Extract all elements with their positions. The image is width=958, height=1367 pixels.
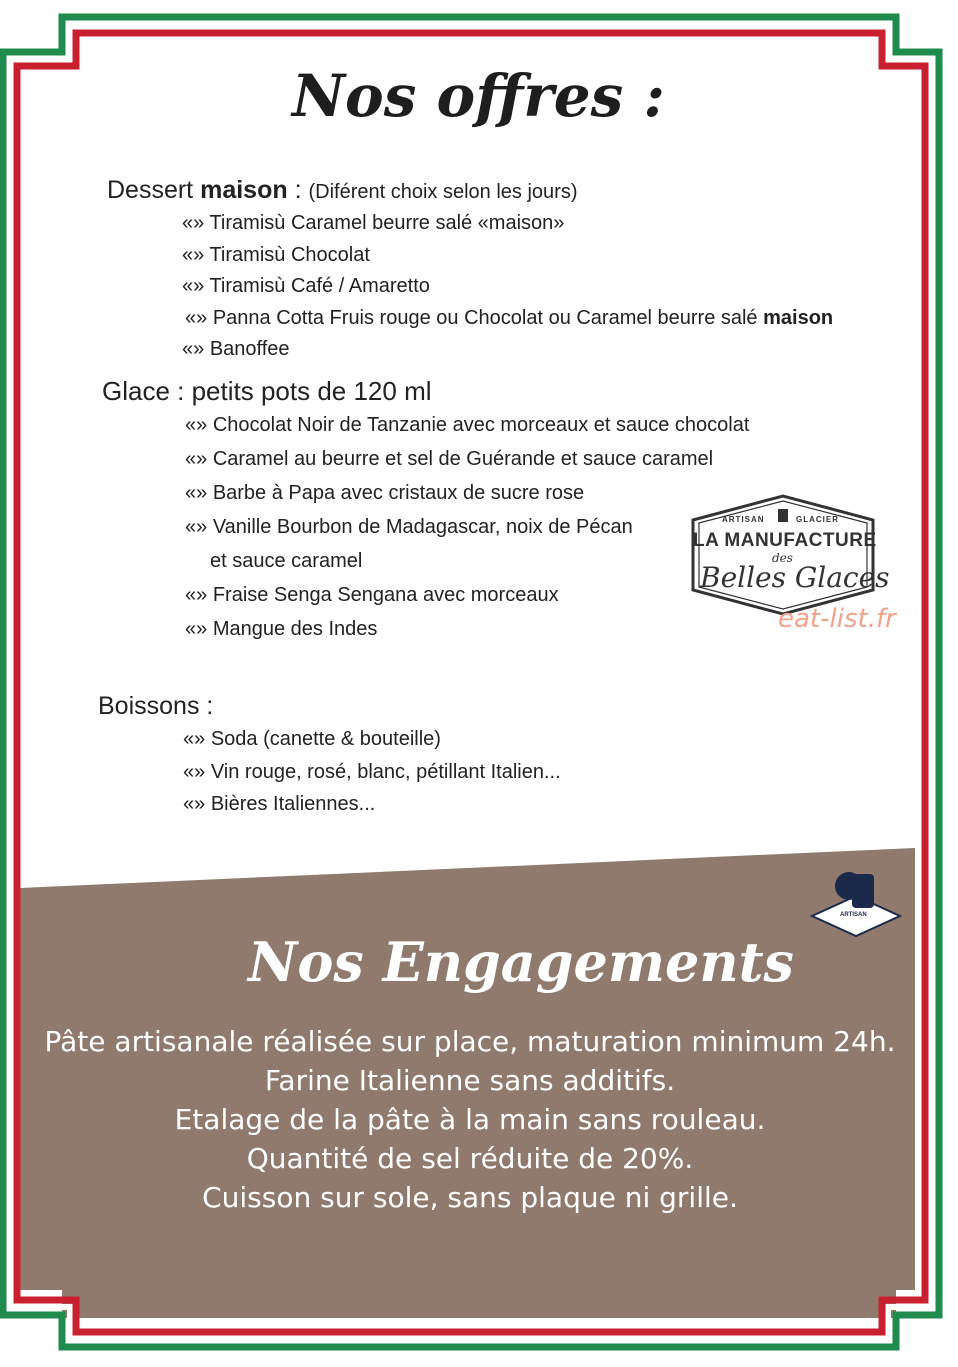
bullet-marker: «» <box>183 793 206 815</box>
engagement-line: Farine Italienne sans additifs. <box>264 1064 676 1097</box>
boissons-item-text: Vin rouge, rosé, blanc, pétillant Italien... <box>210 761 561 783</box>
list-item <box>183 793 375 816</box>
list-item <box>182 338 290 361</box>
list-item <box>185 482 584 505</box>
bullet-marker: «» <box>185 516 208 538</box>
bullet-marker: «» <box>185 482 208 504</box>
dessert-label-colon: : <box>287 176 302 204</box>
engagement-line: Cuisson sur sole, sans plaque ni grille. <box>202 1181 738 1214</box>
engagement-line: Etalage de la pâte à la main sans rouleau. <box>174 1103 766 1136</box>
glace-item-text: Mangue des Indes <box>212 618 378 640</box>
list-item <box>182 275 430 298</box>
glace-item-text: Caramel au beurre et sel de Guérande et sauce caramel <box>212 448 714 470</box>
list-item <box>185 618 377 641</box>
list-item <box>185 516 633 539</box>
artisan-figure-icon <box>852 874 874 908</box>
bullet-marker: «» <box>182 338 205 360</box>
dessert-item-text: Tiramisù Café / Amaretto <box>209 275 430 297</box>
engagements-title: Nos Engagements <box>248 930 794 994</box>
list-item <box>182 244 370 267</box>
ice-cup-icon <box>778 509 788 522</box>
dessert-item-text: Banoffee <box>209 338 290 360</box>
boissons-item-text: Soda (canette & bouteille) <box>210 728 441 750</box>
bullet-marker: «» <box>183 761 206 783</box>
bullet-marker: «» <box>182 244 205 266</box>
bullet-marker: «» <box>185 618 208 640</box>
bullet-marker: «» <box>185 448 208 470</box>
logo-belles-glaces-line: Belles Glaces <box>700 561 890 594</box>
glace-item-text: Vanille Bourbon de Madagascar, noix de Pécan <box>212 516 633 538</box>
logo-artisan-label: ARTISAN <box>722 515 765 524</box>
watermark-text: eat-list.fr <box>778 604 896 634</box>
logo-glacier-label: GLACIER <box>796 515 839 524</box>
dessert-item-bold: maison <box>763 307 834 329</box>
offres-title: Nos offres : <box>292 62 665 130</box>
boissons-heading: Boissons : <box>98 692 214 720</box>
list-item <box>185 414 749 437</box>
logo-manufacture-line: LA MANUFACTURE <box>693 530 877 551</box>
dessert-heading <box>107 176 577 205</box>
artisan-logo-label: ARTISAN <box>840 912 867 918</box>
glace-heading: Glace : petits pots de 120 ml <box>102 376 432 406</box>
list-item <box>182 212 564 235</box>
boissons-item-text: Bières Italiennes... <box>210 793 376 815</box>
bullet-marker: «» <box>185 307 208 329</box>
dessert-item-text: Tiramisù Caramel beurre salé «maison» <box>209 212 565 234</box>
dessert-label: Dessert <box>107 176 194 204</box>
list-item <box>185 448 713 471</box>
bullet-marker: «» <box>183 728 206 750</box>
dessert-item-text: Panna Cotta Fruis rouge ou Chocolat ou Caramel beurre salé <box>212 307 764 329</box>
glace-item-text: Fraise Senga Sengana avec morceaux <box>212 584 559 606</box>
glace-item-text: Barbe à Papa avec cristaux de sucre rose <box>212 482 585 504</box>
list-item <box>185 307 833 330</box>
list-item <box>185 584 559 607</box>
bullet-marker: «» <box>185 414 208 436</box>
logo-des-line: des <box>772 551 793 565</box>
bullet-marker: «» <box>182 275 205 297</box>
dessert-note: (Diférent choix selon les jours) <box>308 181 578 203</box>
bullet-marker: «» <box>182 212 205 234</box>
bullet-marker: «» <box>185 584 208 606</box>
dessert-item-text: Tiramisù Chocolat <box>209 244 370 266</box>
list-item <box>183 728 441 751</box>
dessert-label-bold: maison <box>200 176 288 204</box>
glace-item-text: Chocolat Noir de Tanzanie avec morceaux et sauce chocolat <box>212 414 750 436</box>
glace-item-continuation: et sauce caramel <box>210 550 363 572</box>
list-item <box>183 761 561 784</box>
engagement-line: Quantité de sel réduite de 20%. <box>246 1142 694 1175</box>
engagement-line: Pâte artisanale réalisée sur place, maturation minimum 24h. <box>44 1025 896 1058</box>
